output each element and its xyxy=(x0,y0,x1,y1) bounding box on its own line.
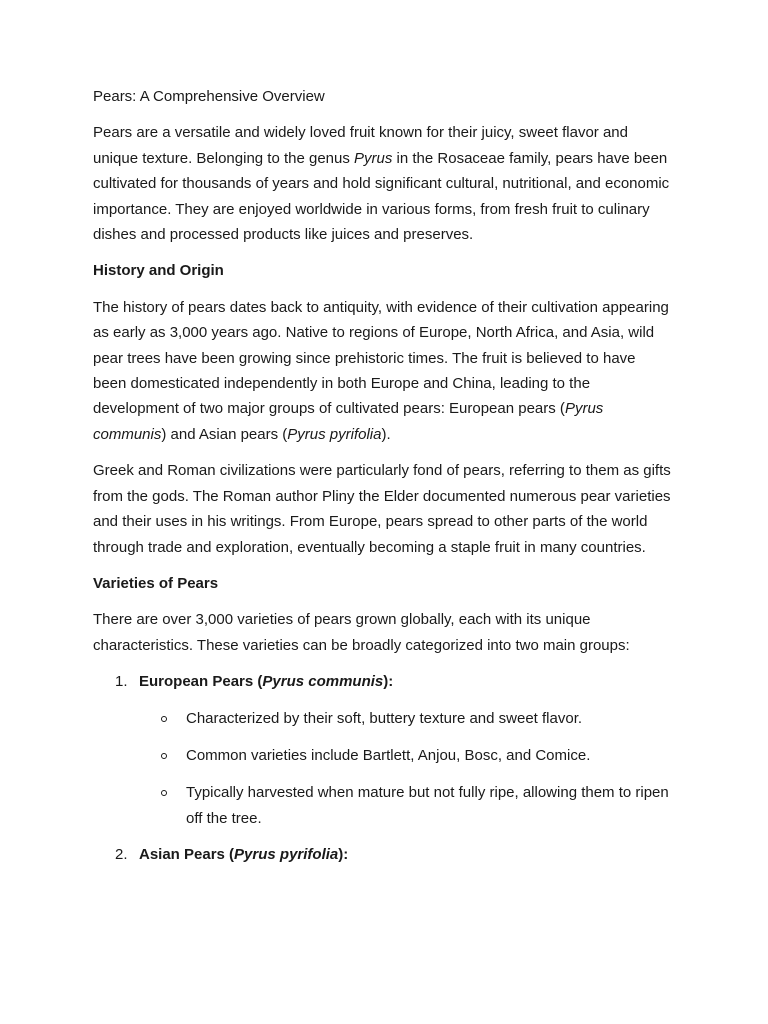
hollow-bullet-icon xyxy=(161,753,167,759)
list-item-text: Typically harvested when mature but not fully ripe, allowing them to ripen off the tree. xyxy=(186,784,669,827)
hollow-bullet-icon xyxy=(161,716,167,722)
variety-group xyxy=(93,842,673,867)
intro-paragraph: Pears are a versatile and widely loved fruit known for their juicy, sweet flavor and unique texture. Belonging to the genus Pyrus in the Rosaceae family, pears have been cultivated for thousands of years and hold significant cultural, nutritional, and economic importance. They are enjoyed worldwide in various forms, from fresh fruit to culinary dishes and processed products like juices and preserves. xyxy=(93,124,670,244)
variety-group-title: Asian Pears (Pyrus pyrifolia): xyxy=(139,846,349,864)
variety-group xyxy=(93,669,673,831)
varieties-heading: Varieties of Pears xyxy=(93,574,219,592)
variety-details-list xyxy=(139,706,673,832)
document-title: Pears: A Comprehensive Overview xyxy=(93,88,325,105)
list-number: 2. xyxy=(115,846,128,864)
varieties-list xyxy=(93,669,673,867)
varieties-paragraph: There are over 3,000 varieties of pears grown globally, each with its unique characteristics. These varieties can be broadly categorized into two main groups: xyxy=(93,611,630,654)
list-item xyxy=(139,706,673,731)
list-item-text: Common varieties include Bartlett, Anjou, Bosc, and Comice. xyxy=(186,746,591,764)
variety-group-title: European Pears (Pyrus communis): xyxy=(139,673,394,691)
list-number: 1. xyxy=(115,673,128,691)
list-item-text: Characterized by their soft, buttery texture and sweet flavor. xyxy=(186,709,583,727)
history-paragraph-2: Greek and Roman civilizations were particularly fond of pears, referring to them as gifts from the gods. The Roman author Pliny the Elder documented numerous pear varieties and their uses in his writings. From Europe, pears spread to other parts of the world through trade and exploration, eventually becoming a staple fruit in many countries. xyxy=(93,462,671,556)
hollow-bullet-icon xyxy=(161,790,167,796)
history-heading: History and Origin xyxy=(93,262,224,280)
list-item xyxy=(139,743,673,768)
list-item xyxy=(139,780,673,831)
document-page xyxy=(93,84,673,879)
history-paragraph-1: The history of pears dates back to antiquity, with evidence of their cultivation appearing as early as 3,000 years ago. Native to regions of Europe, North Africa, and Asia, wild pear trees have been growing since prehistoric times. The fruit is believed to have been domesticated independently in both Europe and China, leading to the development of two major groups of cultivated pears: European pears (Pyrus communis) and Asian pears (Pyrus pyrifolia). xyxy=(93,298,669,443)
